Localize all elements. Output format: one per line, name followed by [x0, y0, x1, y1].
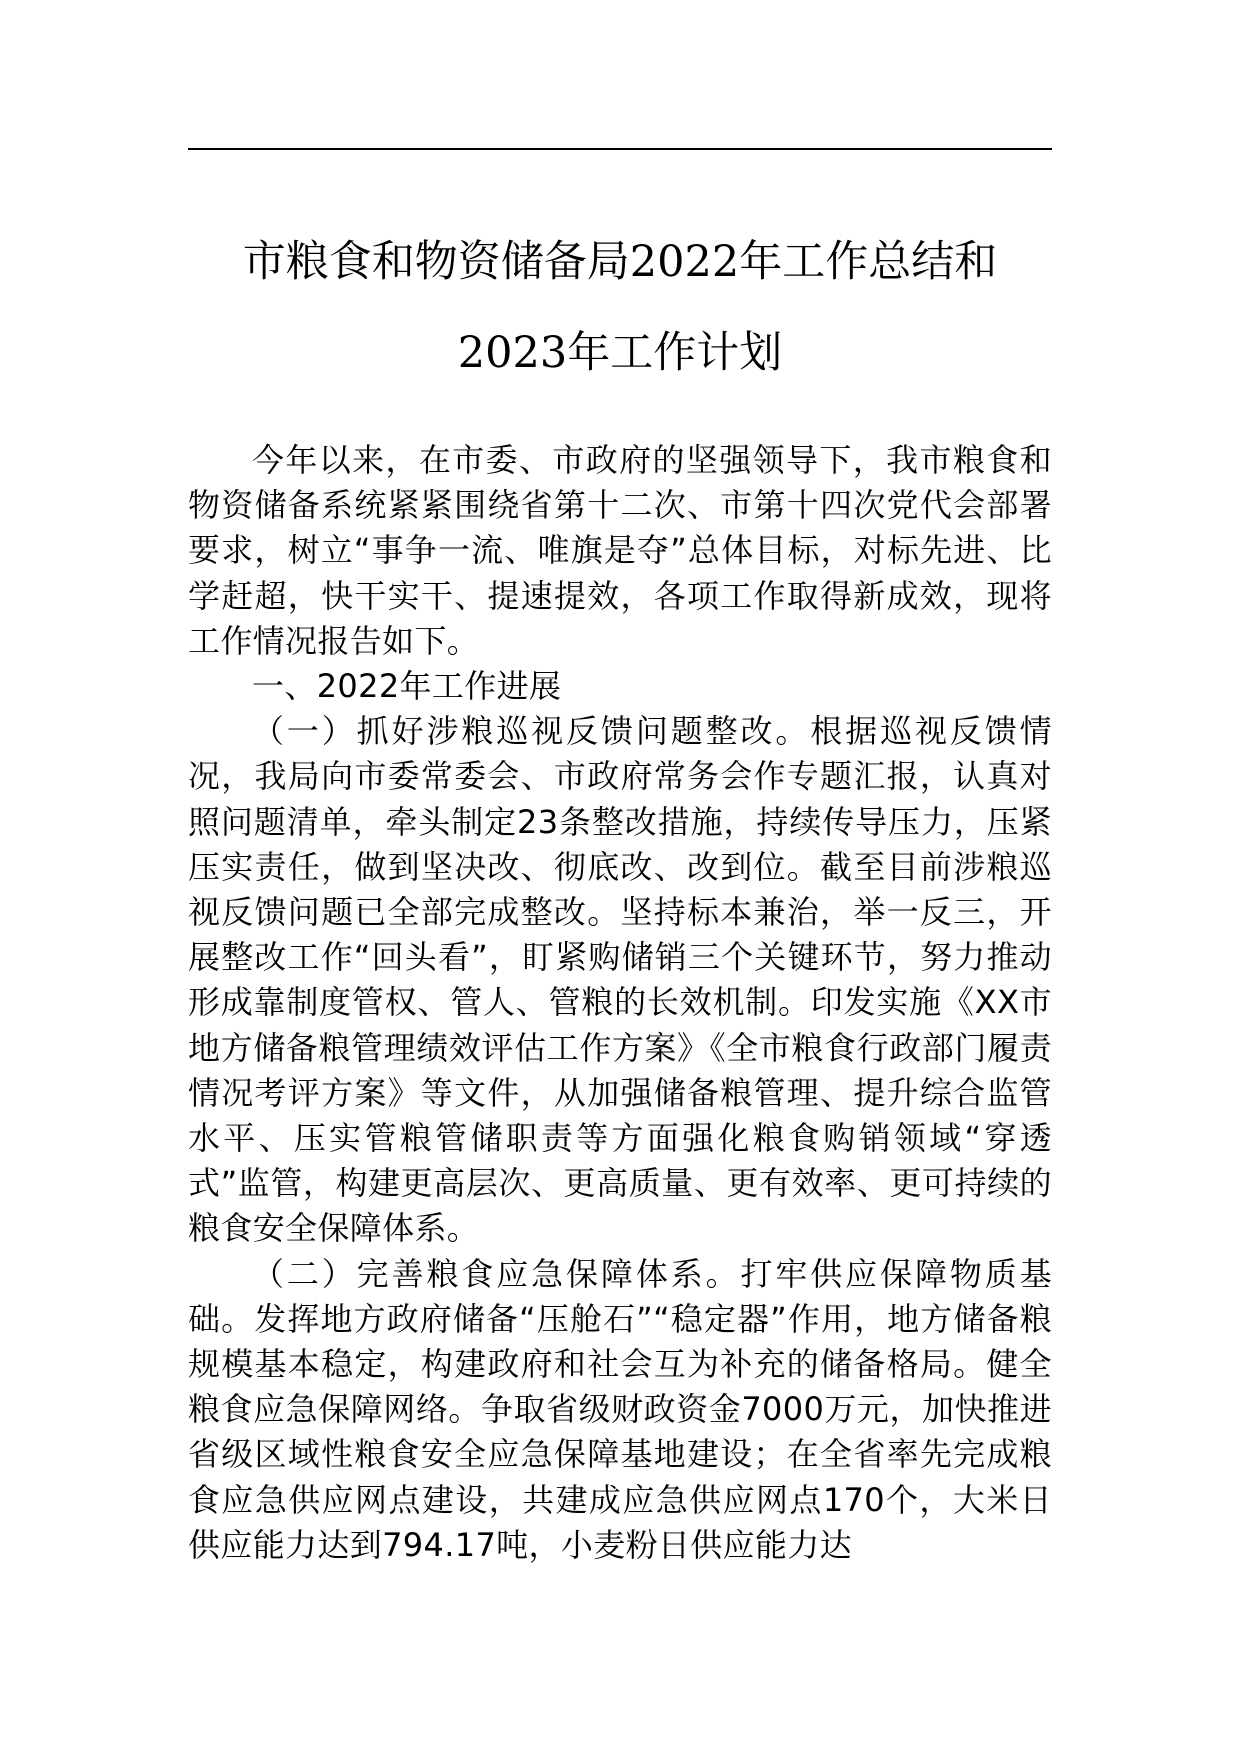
body-paragraph: （一）抓好涉粮巡视反馈问题整改。根据巡视反馈情况，我局向市委常委会、市政府常务会作专题汇报，认真对照问题清单，牵头制定23条整改措施，持续传导压力，压紧压实责任，做到坚决改、彻底改、改到位。截至目前涉粮巡视反馈问题已全部完成整改。坚持标本兼治，举一反三，开展整改工作“回头看”，盯紧购储销三个关键环节，努力推动形成靠制度管权、管人、管粮的长效机制。印发实施《XX市地方储备粮管理绩效评估工作方案》《全市粮食行政部门履责情况考评方案》等文件，从加强储备粮管理、提升综合监管水平、压实管粮管储职责等方面强化粮食购销领域“穿透式”监管，构建更高层次、更高质量、更有效率、更可持续的粮食安全保障体系。 [188, 712, 1052, 1248]
document-title-line-1: 市粮食和物资储备局2022年工作总结和 [242, 237, 998, 287]
document-title-line-2: 2023年工作计划 [457, 328, 783, 378]
header-rule [188, 148, 1052, 150]
document-body [188, 438, 1052, 1568]
body-paragraph: （二）完善粮食应急保障体系。打牢供应保障物质基础。发挥地方政府储备“压舱石”“稳定器”作用，地方储备粮规模基本稳定，构建政府和社会互为补充的储备格局。健全粮食应急保障网络。争取省级财政资金7000万元，加快推进省级区域性粮食安全应急保障基地建设；在全省率先完成粮食应急供应网点建设，共建成应急供应网点170个，大米日供应能力达到794.17吨，小麦粉日供应能力达 [188, 1254, 1052, 1564]
intro-paragraph: 今年以来，在市委、市政府的坚强领导下，我市粮食和物资储备系统紧紧围绕省第十二次、市第十四次党代会部署要求，树立“事争一流、唯旗是夺”总体目标，对标先进、比学赶超，快干实干、提速提效，各项工作取得新成效，现将工作情况报告如下。 [188, 441, 1052, 660]
section-heading: 一、2022年工作进展 [252, 667, 562, 706]
